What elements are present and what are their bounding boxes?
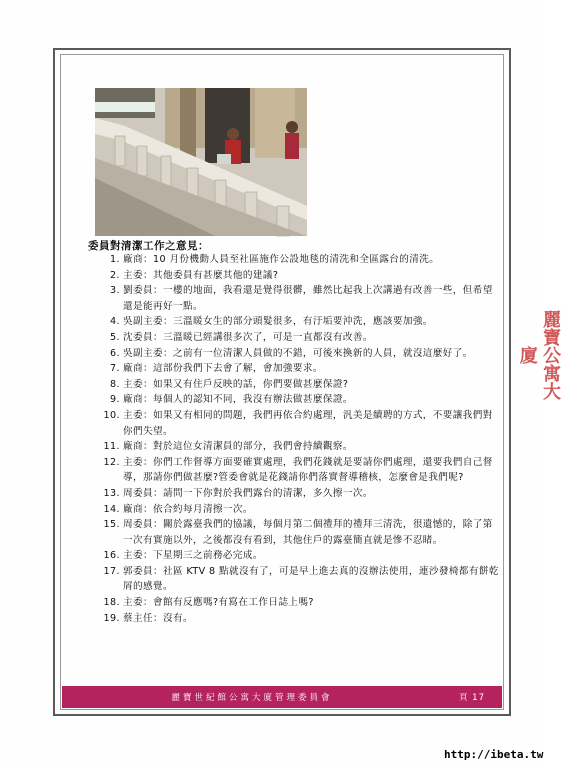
stamp-text: 麗寶公寓大廈 [517,310,561,400]
item-text: 廠商：這部份我們下去會了解，會加強要求。 [123,363,323,375]
list-item [90,392,500,408]
list-item [90,595,500,611]
item-number: 6. [110,347,120,359]
site-watermark: http://ibeta.tw [444,748,544,761]
balcony-photo [95,88,307,236]
item-text: 主委：下星期三之前務必完成。 [123,550,263,562]
red-seal-stamp [516,305,561,405]
list-item [90,314,500,330]
item-number: 17. [103,565,120,577]
item-number: 12. [103,456,120,468]
list-item [90,564,500,595]
item-text: 沈委員：三溫暖已經講很多次了，可是一直都沒有改善。 [123,331,373,343]
item-text: 周委員：請問一下你對於我們露台的清潔，多久擦一次。 [123,487,373,499]
item-text: 主委：如果又有住戶反映的話，你們要做甚麼保證? [123,378,349,390]
item-number: 13. [103,487,120,499]
list-item [90,439,500,455]
item-number: 10. [103,409,120,421]
item-number: 18. [103,597,120,609]
list-item [90,346,500,362]
item-number: 19. [103,612,120,624]
item-text: 主委：你們工作督導方面要確實處理，我們花錢就是要請你們處理，還要我們自己督導，那請你們做甚麼?管委會就是花錢請你們落實督導稽核，怎麼會是我們呢? [123,456,493,484]
list-item [90,517,500,548]
item-text: 主委：如果又有相同的問題，我們再依合約處理，汎美是續聘的方式，不要讓我們對你們失望。 [123,409,493,437]
page-footer [62,686,502,708]
list-item [90,486,500,502]
item-number: 8. [110,378,120,390]
item-text: 廠商：依合約每月清擦一次。 [123,503,253,515]
list-item [90,377,500,393]
item-text: 周委員：關於露臺我們的協議，每個月第二個禮拜的禮拜三清洗，很遺憾的，除了第一次有實施以外，之後都沒有看到，其他住戶的露臺簡直就是慘不忍睹。 [123,519,493,546]
item-number: 16. [103,550,120,562]
item-text: 吳副主委：之前有一位清潔人員做的不錯，可後來換新的人員，就沒這麼好了。 [123,347,473,359]
item-text: 蔡主任：沒有。 [123,612,193,624]
list-item [90,502,500,518]
item-number: 14. [103,503,120,515]
list-item [90,252,500,268]
list-item [90,330,500,346]
comments-list [90,252,500,626]
item-number: 5. [110,331,120,343]
item-text: 主委：其他委員有甚麼其他的建議? [123,269,279,281]
item-text: 郭委員：社區 KTV 8 點就沒有了，可是早上進去真的沒辦法使用，連沙發椅都有餅乾屑的感覺。 [123,565,499,593]
item-number: 7. [110,363,120,375]
item-number: 15. [103,519,120,531]
item-number: 2. [110,269,120,281]
footer-organization: 麗寶世紀館公寓大廈管理委員會 [171,693,333,703]
list-item [90,283,500,314]
item-text: 吳副主委：三溫暖女生的部分頭髮很多，有汙垢要沖洗，應該要加強。 [123,316,433,328]
item-text: 廠商：對於這位女清潔員的部分，我們會持續觀察。 [123,441,353,453]
list-item [90,455,500,486]
item-number: 11. [103,441,120,453]
item-text: 主委：會館有反應嗎?有寫在工作日誌上嗎? [123,597,314,609]
item-text: 劉委員：一樓的地面，我看還是覺得很髒，雖然比起我上次講過有改善一些，但希望還是能再好一點。 [123,285,493,312]
item-number: 9. [110,394,120,406]
section-title: 委員對清潔工作之意見： [88,240,209,252]
item-number: 1. [110,254,120,265]
item-text: 廠商：10 月份機動人員至社區施作公設地毯的清洗和全區露台的清洗。 [123,254,440,265]
list-item [90,361,500,377]
page-number: 頁 17 [458,693,486,703]
list-item [90,611,500,627]
item-number: 3. [110,285,120,297]
item-number: 4. [110,316,120,328]
list-item [90,548,500,564]
item-text: 廠商：每個人的認知不同，我沒有辦法做甚麼保證。 [123,394,353,406]
list-item [90,268,500,284]
list-item [90,408,500,439]
